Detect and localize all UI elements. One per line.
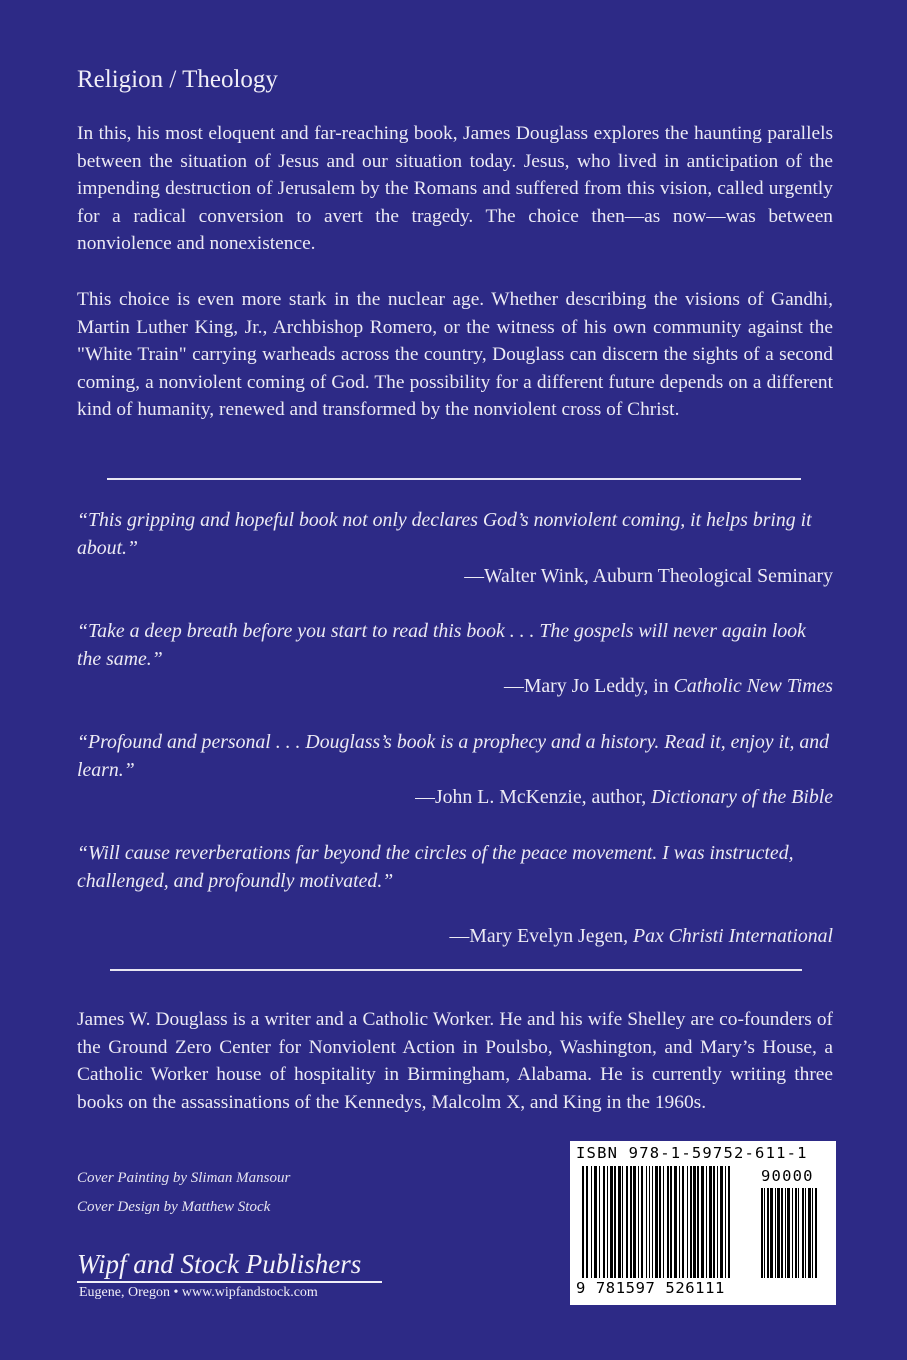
barcode-bar xyxy=(641,1166,643,1278)
barcode-bar xyxy=(591,1166,592,1278)
endorsement-attribution-2: —Mary Jo Leddy, in Catholic New Times xyxy=(504,675,833,697)
barcode-bar xyxy=(713,1166,715,1278)
endorsement-attribution-4: —Mary Evelyn Jegen, Pax Christi International xyxy=(449,925,833,947)
barcode-bar xyxy=(674,1166,677,1278)
barcode-bar xyxy=(586,1166,588,1278)
author-bio: James W. Douglass is a writer and a Catholic Worker. He and his wife Shelley are co-founders of the Ground Zero Center for Nonviolent Action in Poulsbo, Washington, and Mary’s House, a Catholic Worker house of hospitality in Birmingham, Alabama. He is currently writing three books on the assassinations of the Kennedys, Malcolm X, and King in the 1960s. xyxy=(77,1009,833,1113)
barcode-bar xyxy=(812,1188,813,1278)
barcode-bar xyxy=(594,1166,597,1278)
barcode-bar xyxy=(815,1188,817,1278)
barcode-bar xyxy=(690,1166,692,1278)
barcode-bar xyxy=(720,1166,723,1278)
barcode-bar xyxy=(717,1166,718,1278)
publisher-name: Wipf and Stock Publishers xyxy=(77,1249,362,1279)
publisher-address: Eugene, Oregon • www.wipfandstock.com xyxy=(79,1285,318,1300)
barcode-bar xyxy=(618,1166,621,1278)
barcode-bar xyxy=(792,1188,793,1278)
barcode-bar xyxy=(599,1166,600,1278)
isbn-barcode xyxy=(582,1166,754,1278)
publisher-underline xyxy=(77,1281,382,1283)
price-code-label: 90000 xyxy=(761,1167,814,1185)
barcode-bar xyxy=(777,1188,780,1278)
barcode-bar xyxy=(767,1188,769,1278)
barcode-bar xyxy=(630,1166,632,1278)
barcode-bar xyxy=(646,1166,647,1278)
barcode-bar xyxy=(770,1188,773,1278)
endorsement-attribution-1: —Walter Wink, Auburn Theological Seminary xyxy=(464,565,833,587)
barcode-bar xyxy=(649,1166,650,1278)
barcode-bar xyxy=(795,1188,797,1278)
barcode-bar xyxy=(725,1166,726,1278)
cover-design-credit: Cover Design by Matthew Stock xyxy=(77,1199,271,1215)
barcode-bar xyxy=(655,1166,658,1278)
barcode-bar xyxy=(805,1188,806,1278)
barcode-bar xyxy=(798,1188,799,1278)
barcode-bar xyxy=(626,1166,628,1278)
description-paragraph-2: This choice is even more stark in the nuclear age. Whether describing the visions of Gandhi, Martin Luther King, Jr., Archbishop Romero, or the witness of his own community against the "White Train" carrying warheads across the country, Douglass can discern the sights of a second coming, a nonviolent coming of God. The possibility for a different future depends on a different kind of humanity, renewed and transformed by the nonviolent cross of Christ. xyxy=(77,289,833,421)
barcode-bar xyxy=(706,1166,707,1278)
endorsement-attribution-3: —John L. McKenzie, author, Dictionary of the Bible xyxy=(415,786,833,808)
barcode-bar xyxy=(663,1166,664,1278)
barcode-bar xyxy=(761,1188,763,1278)
barcode-bar xyxy=(697,1166,699,1278)
barcode-bar xyxy=(622,1166,623,1278)
divider-bottom xyxy=(110,969,802,971)
barcode-bar xyxy=(652,1166,653,1278)
barcode-bar xyxy=(667,1166,669,1278)
barcode-bar xyxy=(808,1188,811,1278)
barcode-bar xyxy=(670,1166,672,1278)
category-label: Religion / Theology xyxy=(77,66,278,93)
barcode-bar xyxy=(682,1166,684,1278)
barcode-bar xyxy=(610,1166,613,1278)
barcode-bar xyxy=(785,1188,786,1278)
endorsement-quote-3: “Profound and personal . . . Douglass’s book is a prophecy and a history. Read it, enjoy it, and learn.” xyxy=(77,731,830,781)
barcode-bar xyxy=(802,1188,804,1278)
ean-digits: 9 781597 526111 xyxy=(576,1279,725,1297)
isbn-label: ISBN 978-1-59752-611-1 xyxy=(576,1144,808,1162)
barcode-bar xyxy=(614,1166,616,1278)
barcode-bar xyxy=(633,1166,636,1278)
barcode-bar xyxy=(603,1166,605,1278)
barcode-bar xyxy=(607,1166,608,1278)
barcode-bar xyxy=(693,1166,696,1278)
barcode-bar xyxy=(728,1166,730,1278)
barcode-bar xyxy=(687,1166,688,1278)
price-barcode xyxy=(761,1188,829,1278)
barcode-bar xyxy=(659,1166,661,1278)
barcode-bar xyxy=(679,1166,680,1278)
barcode-bar xyxy=(638,1166,639,1278)
barcode-bar xyxy=(787,1188,790,1278)
barcode-bar xyxy=(775,1188,776,1278)
barcode-bar xyxy=(781,1188,783,1278)
endorsement-quote-1: “This gripping and hopeful book not only declares God’s nonviolent coming, it helps bring it about.” xyxy=(77,509,812,559)
endorsement-quote-2: “Take a deep breath before you start to read this book . . . The gospels will never again look the same.” xyxy=(77,620,806,670)
barcode-bar xyxy=(582,1166,584,1278)
endorsement-quote-4: “Will cause reverberations far beyond the circles of the peace movement. I was instructed, challenged, and profoundly motivated.” xyxy=(77,842,794,892)
barcode-bar xyxy=(709,1166,712,1278)
barcode-bar xyxy=(764,1188,765,1278)
divider-top xyxy=(107,478,801,480)
barcode-bar xyxy=(701,1166,704,1278)
cover-painting-credit: Cover Painting by Sliman Mansour xyxy=(77,1170,291,1186)
description-paragraph-1: In this, his most eloquent and far-reaching book, James Douglass explores the haunting parallels between the situation of Jesus and our situation today. Jesus, who lived in anticipation of the impending destruction of Jerusalem by the Romans and suffered from this vision, called urgently for a radical conversion to avert the tragedy. The choice then—as now—was between nonviolence and nonexistence. xyxy=(77,123,833,255)
